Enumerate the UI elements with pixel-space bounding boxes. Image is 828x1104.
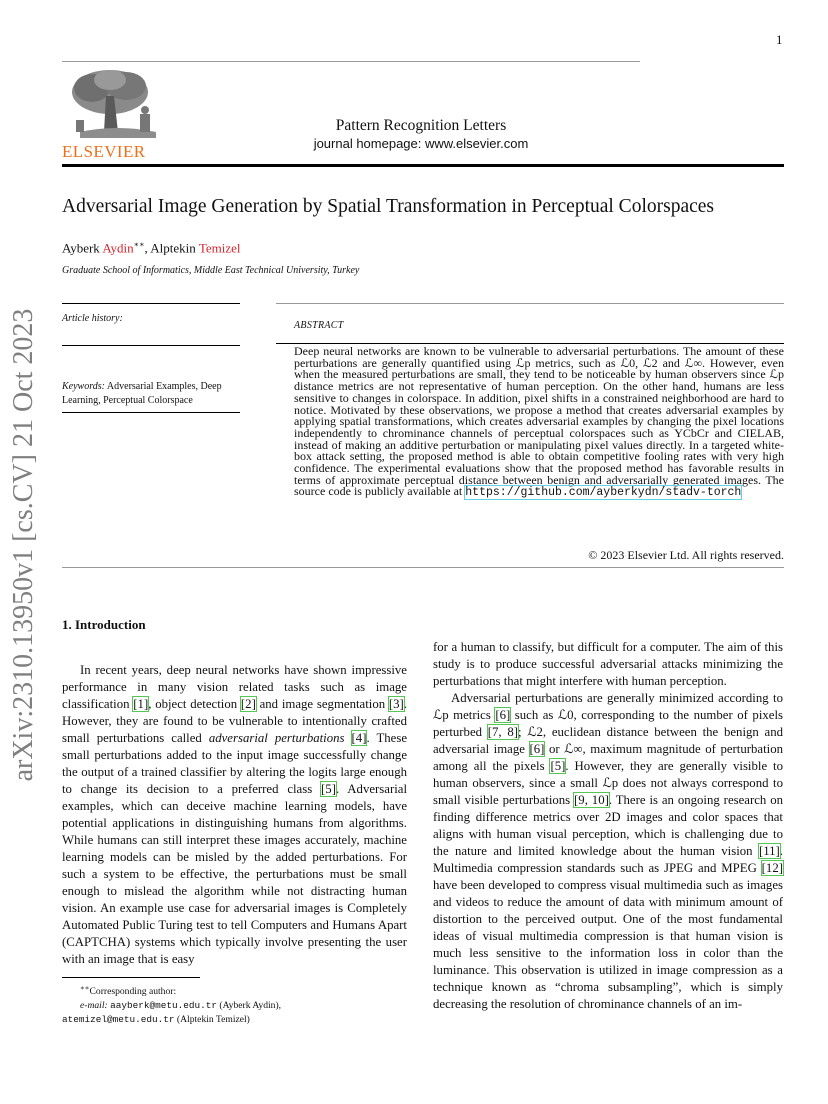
text-run: such as ℒ0, corresponding to the number of pixels perturbed bbox=[433, 708, 783, 739]
journal-name: Pattern Recognition Letters bbox=[335, 117, 507, 134]
section-heading-introduction: 1. Introduction bbox=[62, 617, 146, 632]
email-link-1[interactable]: aayberk@metu.edu.tr bbox=[110, 1000, 218, 1012]
author-list bbox=[62, 240, 241, 256]
citation-link[interactable]: [2] bbox=[240, 697, 256, 711]
footnote-label: Corresponding author: bbox=[89, 986, 177, 998]
header-bottom-rule bbox=[62, 164, 784, 167]
history-bottom-rule bbox=[62, 345, 240, 346]
abstract-top-rule bbox=[276, 303, 784, 304]
author-separator: , Alptekin bbox=[144, 240, 199, 256]
text-run: . Adversarial examples, which can deceive machine learning models, have potential applications in distinguishing humans from algorithms. While humans can still interpret these images accurately, machine learning models can be misled by the added perturbations. For such a system to be effective, the perturbations must be small enough to mislead the algorithm while not distracting human vision. An example use case for adversarial images is Completely Automated Public Turing test to tell Computers and Humans Apart (CAPTCHA) systems which typically involve presenting the user with an image that is easy bbox=[62, 782, 407, 966]
corresponding-mark[interactable]: ∗∗ bbox=[133, 240, 145, 249]
email-link-2[interactable]: atemizel@metu.edu.tr bbox=[62, 1014, 175, 1026]
footnote-rule bbox=[62, 977, 200, 978]
publisher-wordmark: ELSEVIER bbox=[62, 142, 146, 161]
text-run: . These small perturbations added to the input image successfully change the output of a trained classifier by altering the logits large enough to change its decision to a preferred class bbox=[62, 731, 407, 796]
footnote-line-1 bbox=[62, 981, 392, 999]
citation-link[interactable]: [11] bbox=[758, 844, 780, 858]
abstract-text: Deep neural networks are known to be vulnerable to adversarial perturbations. The amount of these perturbations are generally quantified using ℒp metrics, such as ℒ0, ℒ2 and ℒ∞. However, even when the measured perturbations are small, they tend to be noticeable by human observers since ℒp distance metrics are not representative of human perception. On the other hand, humans are less sensitive to changes in colorspace. In addition, pixel shifts in a constrained neighborhood are hard to notice. Motivated by these observations, we propose a method that creates adversarial examples by applying spatial transformations, which creates adversarial examples by changing the pixel locations independently to chrominance channels of perceptual colorspaces such as YCbCr and CIELAB, instead of making an additive perturbation or manipulating pixel values directly. In a targeted white-box attack setting, the proposed method is able to obtain competitive fooling rates with very high confidence. The experimental evaluations show that the proposed method has favorable results in terms of approximate perceptual distance between benign and adversarially generated images. The source code is publicly available at bbox=[294, 344, 784, 499]
keywords-text: Adversarial Examples, Deep Learning, Perceptual Colorspace bbox=[62, 381, 222, 406]
text-run: . There is an ongoing research on finding difference metrics over 2D images and color spaces that aligns with human visual perception, which is challenging due to the nature and limited knowledge about the human vision bbox=[433, 793, 783, 858]
text-run: , object detection bbox=[148, 697, 241, 711]
text-run: Adversarial perturbations are generally minimized according to ℒp metrics bbox=[433, 691, 783, 722]
text-run: In recent years, deep neural networks have shown impressive performance in many vision related tasks such as image classification bbox=[62, 663, 407, 711]
intro-paragraph-continued: for a human to classify, but difficult for a computer. The aim of this study is to produce successful adversarial attacks minimizing the perturbations that might interfere with human perception. bbox=[433, 640, 783, 688]
text-run: . However, they are found to be vulnerable to intentionally crafted small perturbations called bbox=[62, 697, 408, 745]
abstract-bottom-rule bbox=[62, 567, 784, 568]
intro-column-2 bbox=[433, 639, 783, 1013]
email-owner-1: (Ayberk Aydin), bbox=[217, 1000, 282, 1012]
footnote-mark: ∗∗ bbox=[80, 984, 90, 992]
paper-title: Adversarial Image Generation by Spatial Transformation in Perceptual Colorspaces bbox=[62, 196, 714, 217]
author-1-link[interactable]: Aydin bbox=[102, 240, 134, 256]
article-history-label: Article history: bbox=[62, 313, 123, 324]
header-top-rule bbox=[62, 61, 640, 62]
footnote bbox=[62, 981, 392, 1027]
citation-link[interactable]: [4] bbox=[351, 731, 367, 745]
email-label: e-mail: bbox=[80, 1000, 111, 1012]
text-run: or ℒ∞, maximum magnitude of perturbation among all the pixels bbox=[433, 742, 784, 773]
source-code-link[interactable]: https://github.com/ayberkydn/stadv-torch bbox=[465, 486, 742, 500]
intro-paragraph-2 bbox=[433, 690, 783, 1013]
citation-link[interactable]: [5] bbox=[321, 782, 336, 796]
citation-link[interactable]: [6] bbox=[529, 742, 545, 756]
citation-link[interactable]: [9, 10] bbox=[574, 793, 609, 807]
keywords-block bbox=[62, 380, 242, 408]
email-owner-2: (Alptekin Temizel) bbox=[174, 1014, 250, 1026]
footnote-line-3 bbox=[62, 1013, 392, 1027]
text-run: . Multimedia compression standards such as JPEG and MPEG bbox=[433, 844, 783, 875]
footnote-line-2 bbox=[62, 999, 392, 1013]
citation-link[interactable]: [12] bbox=[761, 861, 783, 875]
citation-link[interactable]: [5] bbox=[550, 759, 566, 773]
history-top-rule bbox=[62, 303, 240, 304]
text-run: have been developed to compress visual multimedia such as images and videos to reduce the amount of data with minimum amount of distortion to the perceived output. One of the most fundamental ideas of visual multimedia compression is that human vision is much less sensitive to the information loss in color than the luminance. This observation is utilized in image compression as a technique known as “chroma subsampling”, which is simply decreasing the resolution of chrominance channels of an im- bbox=[433, 878, 783, 1011]
affiliation: Graduate School of Informatics, Middle East Technical University, Turkey bbox=[62, 265, 360, 276]
journal-homepage[interactable]: journal homepage: www.elsevier.com bbox=[313, 136, 529, 151]
text-run: . However, they are generally visible to human observers, since a small ℒp does not always correspond to small visible perturbations bbox=[433, 759, 783, 807]
citation-link[interactable]: [1] bbox=[133, 697, 149, 711]
arxiv-stamp[interactable]: arXiv:2310.13950v1 [cs.CV] 21 Oct 2023 bbox=[8, 308, 39, 782]
copyright-notice: © 2023 Elsevier Ltd. All rights reserved. bbox=[588, 548, 784, 562]
author-1-first: Ayberk bbox=[62, 240, 103, 256]
citation-link[interactable]: [3] bbox=[388, 697, 404, 711]
abstract-heading: ABSTRACT bbox=[294, 320, 344, 331]
author-2-link[interactable]: Temizel bbox=[198, 240, 241, 256]
page-number: 1 bbox=[776, 32, 783, 47]
emphasis-term: adversarial perturbations bbox=[208, 731, 345, 745]
keywords-label: Keywords: bbox=[62, 381, 105, 392]
citation-link[interactable]: [6] bbox=[495, 708, 511, 722]
text-run: ; ℒ2, euclidean distance between the benign and adversarial image bbox=[433, 725, 783, 756]
intro-paragraph-1 bbox=[62, 662, 407, 968]
text-run: and image segmentation bbox=[255, 697, 389, 711]
abstract-body bbox=[294, 346, 784, 499]
keywords-bottom-rule bbox=[62, 412, 240, 413]
citation-link[interactable]: [7, 8] bbox=[487, 725, 519, 739]
